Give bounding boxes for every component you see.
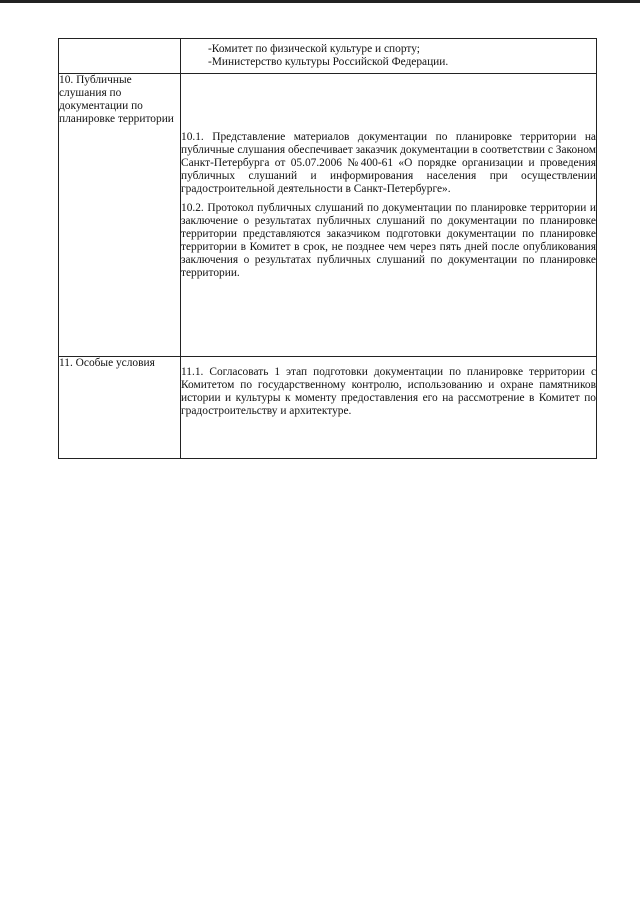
paragraph-10-2: 10.2. Протокол публичных слушаний по документации по планировке территории и заключение о результатах публичных слушаний по документации по планировке территории представляются заказчиком подготовки документации по планировке территории в Комитет в срок, не позднее чем через пять дней после опубликования заключения о результатах публичных слушаний по документации по планировке территории. — [181, 202, 596, 279]
list-item: -Министерство культуры Российской Федерации. — [208, 56, 449, 68]
paragraph-10-1: 10.1. Представление материалов документации по планировке территории на публичные слушания обеспечивает заказчик документации в соответствии с Законом Санкт-Петербурга от 05.07.2006 №400-61 «О порядке организации и проведения публичных слушаний и информирования населения при осуществлении градостроительной деятельности в Санкт-Петербурге». — [181, 131, 596, 195]
row-content-public-hearings — [181, 74, 597, 357]
page-top-border — [0, 0, 640, 3]
row-content-special-conditions — [181, 357, 597, 459]
paragraph-11-1: 11.1. Согласовать 1 этап подготовки документации по планировке территории с Комитетом по государственному контролю, использованию и охране памятников истории и культуры к моменту предоставления его на рассмотрение в Комитет по градостроительству и архитектуре. — [181, 366, 596, 417]
row-label-public-hearings: 10. Публичные слушания по документации по планировке территории — [59, 74, 181, 357]
table-row-special-conditions — [59, 357, 597, 459]
row-label-empty — [59, 39, 181, 74]
table-row-continuation — [59, 39, 597, 74]
row-label-special-conditions: 11. Особые условия — [59, 357, 181, 459]
table-row-public-hearings — [59, 74, 597, 357]
row-content-list — [181, 39, 597, 74]
terms-table — [58, 38, 597, 459]
list-item: -Комитет по физической культуре и спорту; — [208, 43, 420, 55]
